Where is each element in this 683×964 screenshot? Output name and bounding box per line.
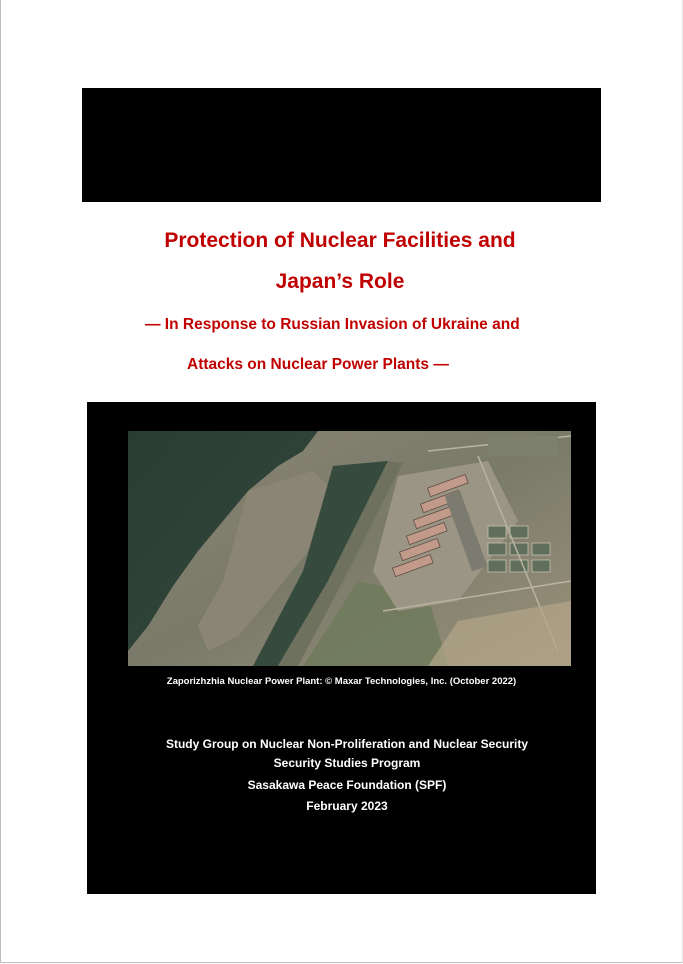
program-name: Security Studies Program	[273, 756, 421, 770]
document-title-line-2: Japan’s Role	[275, 270, 405, 293]
top-banner	[82, 88, 601, 202]
photo-caption: Zaporizhzhia Nuclear Power Plant: © Maxar Technologies, Inc. (October 2022)	[166, 676, 517, 687]
foundation-name: Sasakawa Peace Foundation (SPF)	[247, 778, 447, 792]
document-subtitle-line-1: — In Response to Russian Invasion of Ukraine and	[145, 316, 520, 333]
study-group-name: Study Group on Nuclear Non-Proliferation and Nuclear Security	[165, 737, 529, 751]
document-subtitle-line-2: Attacks on Nuclear Power Plants —	[187, 356, 449, 373]
cover-panel	[87, 402, 596, 894]
publication-date: February 2023	[306, 799, 388, 813]
satellite-photo	[128, 431, 571, 666]
document-title-line-1: Protection of Nuclear Facilities and	[164, 229, 516, 252]
